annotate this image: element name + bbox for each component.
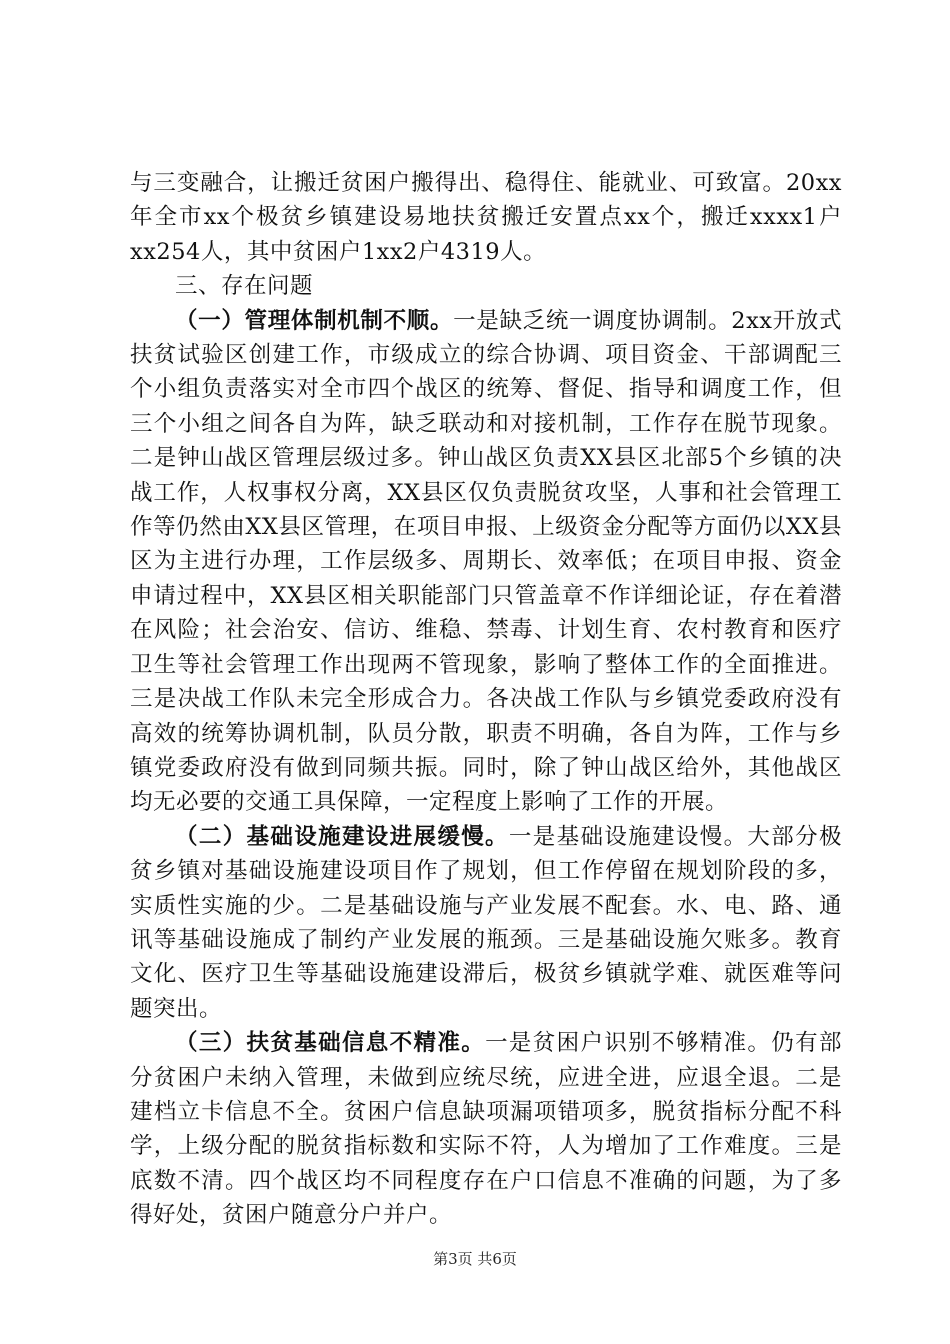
section-1-title: （一）管理体制机制不顺。 bbox=[175, 307, 454, 334]
section-2-text: 一是基础设施建设慢。大部分极贫乡镇对基础设施建设项目作了规划，但工作停留在规划阶段的多，实质性实施的少。二是基础设施与产业发展不配套。水、电、路、通讯等基础设施成了制约产业发展的瓶颈。三是基础设施欠账多。教育文化、医疗卫生等基础设施建设滞后，极贫乡镇就学难、就医难等问题突出。 bbox=[130, 823, 842, 1022]
document-body bbox=[130, 166, 842, 1233]
section-2-title: （二）基础设施建设进展缓慢。 bbox=[175, 823, 509, 850]
continuation-paragraph: 与三变融合，让搬迁贫困户搬得出、稳得住、能就业、可致富。20xx年全市xx个极贫乡镇建设易地扶贫搬迁安置点xx个，搬迁xxxx1户xx254人，其中贫困户1xx2户4319人。 bbox=[130, 170, 842, 265]
section-3-title: （三）扶贫基础信息不精准。 bbox=[175, 1030, 486, 1057]
page-footer: 第3页 共6页 bbox=[433, 1250, 517, 1268]
section-paragraph-3 bbox=[130, 1026, 842, 1232]
section-1-text: 一是缺乏统一调度协调制。2xx开放式扶贫试验区创建工作，市级成立的综合协调、项目资金、干部调配三个小组负责落实对全市四个战区的统筹、督促、指导和调度工作，但三个小组之间各自为阵，缺乏联动和对接机制，工作存在脱节现象。二是钟山战区管理层级过多。钟山战区负责XX县区北部5个乡镇的决战工作，人权事权分离，XX县区仅负责脱贫攻坚，人事和社会管理工作等仍然由XX县区管理，在项目申报、上级资金分配等方面仍以XX县区为主进行办理，工作层级多、周期长、效率低；在项目申报、资金申请过程中，XX县区相关职能部门只管盖章不作详细论证，存在着潜在风险；社会治安、信访、维稳、禁毒、计划生育、农村教育和医疗卫生等社会管理工作出现两不管现象，影响了整体工作的全面推进。三是决战工作队未完全形成合力。各决战工作队与乡镇党委政府没有高效的统筹协调机制，队员分散，职责不明确，各自为阵，工作与乡镇党委政府没有做到同频共振。同时，除了钟山战区给外，其他战区均无必要的交通工具保障，一定程度上影响了工作的开展。 bbox=[130, 307, 842, 816]
section-3-text: 一是贫困户识别不够精准。仍有部分贫困户未纳入管理，未做到应统尽统，应进全进，应退全退。二是建档立卡信息不全。贫困户信息缺项漏项错项多，脱贫指标分配不科学，上级分配的脱贫指标数和实际不符，人为增加了工作难度。三是底数不清。四个战区均不同程度存在户口信息不准确的问题，为了多得好处，贫困户随意分户并户。 bbox=[130, 1030, 842, 1229]
section-heading: 三、存在问题 bbox=[175, 273, 314, 300]
section-paragraph-1 bbox=[130, 304, 842, 820]
section-paragraph-2 bbox=[130, 820, 842, 1026]
